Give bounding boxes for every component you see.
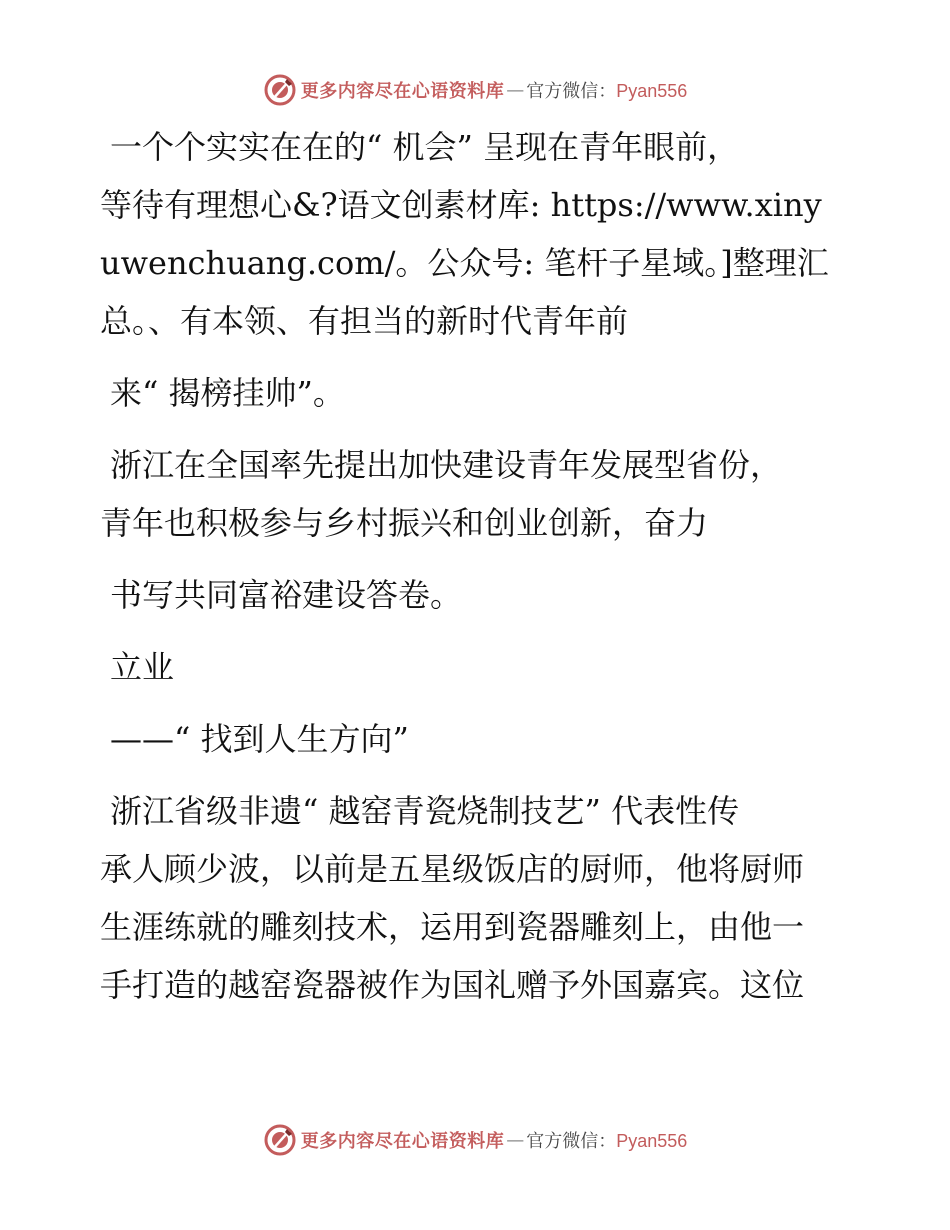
- section-subheading: [100, 710, 860, 768]
- text-line: 浙江省级非遗“ 越窑青瓷烧制技艺” 代表性传: [110, 792, 740, 830]
- banner-contact-label: 官方微信：: [526, 1131, 617, 1152]
- paragraph: [100, 782, 860, 1014]
- seal-logo-icon: [263, 1123, 297, 1157]
- text-line: 书写共同富裕建设答卷。: [110, 576, 463, 614]
- banner-contact: [526, 1127, 687, 1153]
- text-line: 生涯练就的雕刻技术，运用到瓷器雕刻上，由他一: [100, 908, 805, 946]
- banner-contact-id: Pyan556: [616, 1131, 688, 1151]
- text-line: 青年也积极参与乡村振兴和创业创新，奋力: [100, 504, 709, 542]
- text-line: ——“ 找到人生方向”: [110, 720, 409, 758]
- banner-brand-text: 更多内容尽在心语资料库: [300, 81, 505, 102]
- text-line: 等待有理想心&?语文创素材库: https://www.xiny: [100, 186, 822, 224]
- banner-separator: —: [506, 1129, 525, 1151]
- paragraph: [100, 118, 860, 350]
- text-line: 一个个实实在在的“ 机会” 呈现在青年眼前，: [110, 128, 740, 166]
- banner-contact: [526, 77, 687, 103]
- paragraph: [100, 566, 860, 624]
- banner-contact-id: Pyan556: [616, 81, 688, 101]
- text-line: 总。、有本领、有担当的新时代青年前: [100, 302, 629, 340]
- header-banner: [0, 70, 950, 110]
- text-line: 来“ 揭榜挂帅”。: [110, 374, 345, 412]
- footer-banner: [0, 1120, 950, 1160]
- text-line: uwenchuang.com/。公众号: 笔杆子星域。]整理汇: [100, 244, 829, 282]
- banner-contact-label: 官方微信：: [526, 81, 617, 102]
- seal-logo-icon: [263, 73, 297, 107]
- banner-separator: —: [506, 79, 525, 101]
- paragraph: [100, 364, 860, 422]
- document-body: [100, 118, 860, 1014]
- text-line: 手打造的越窑瓷器被作为国礼赠予外国嘉宾。这位: [100, 966, 805, 1004]
- paragraph: [100, 436, 860, 552]
- text-line: 承人顾少波，以前是五星级饭店的厨师，他将厨师: [100, 850, 805, 888]
- section-heading: [100, 638, 860, 696]
- banner-brand-text: 更多内容尽在心语资料库: [300, 1131, 505, 1152]
- text-line: 浙江在全国率先提出加快建设青年发展型省份，: [110, 446, 783, 484]
- text-line: 立业: [110, 648, 175, 686]
